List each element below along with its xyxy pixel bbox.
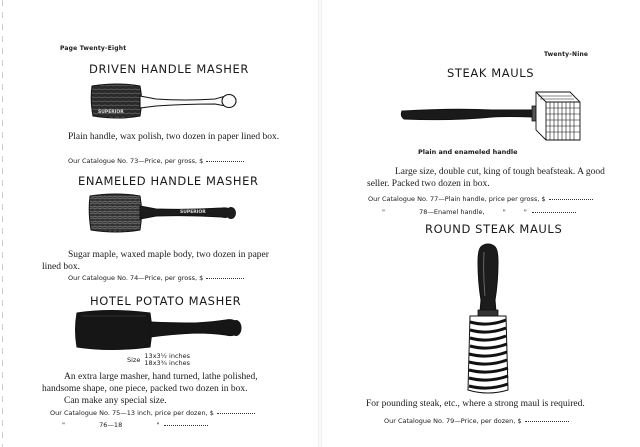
enameled-masher-stamp: SUPERIOR xyxy=(180,210,206,215)
driven-masher-stamp: SUPERIOR xyxy=(98,110,124,115)
round-mauls-description: For pounding steak, etc., where a strong maul is required. xyxy=(366,399,585,409)
hotel-masher-size-2: 18x3¾ inches xyxy=(144,359,191,367)
hotel-masher-catalogue-1: Our Catalogue No. 75—13 inch, price per dozen, $ xyxy=(50,409,255,417)
left-page xyxy=(0,0,318,447)
steak-mauls-caption: Plain and enameled handle xyxy=(418,148,518,156)
steak-mauls-catalogue-2: " 78—Enamel handle, " " xyxy=(382,208,576,216)
left-folio: Page Twenty-Eight xyxy=(60,45,127,52)
enameled-masher-title: ENAMELED HANDLE MASHER xyxy=(78,174,259,188)
hotel-masher-size: Size 13x3½ inches 18x3¾ inches xyxy=(127,352,191,367)
hotel-masher-title: HOTEL POTATO MASHER xyxy=(90,294,242,308)
enameled-masher-catalogue: Our Catalogue No. 74—Price, per gross, $ xyxy=(68,274,244,282)
hotel-masher-special: Can make any special size. xyxy=(64,396,167,406)
round-mauls-title: ROUND STEAK MAULS xyxy=(425,222,563,236)
steak-mauls-title: STEAK MAULS xyxy=(447,66,535,80)
hotel-masher-description: An extra large masher, hand turned, lathe polished, handsome shape, one piece, packed two dozen in box. xyxy=(42,372,258,394)
driven-masher-title: DRIVEN HANDLE MASHER xyxy=(89,62,249,76)
right-page xyxy=(322,0,640,447)
steak-mauls-catalogue-1: Our Catalogue No. 77—Plain handle, price per gross, $ xyxy=(368,195,593,203)
hotel-masher-size-1: 13x3½ inches xyxy=(144,352,191,360)
round-mauls-catalogue: Our Catalogue No. 79—Price, per dozen, $ xyxy=(384,417,569,425)
driven-masher-catalogue: Our Catalogue No. 73—Price, per gross, $ xyxy=(68,157,244,165)
hotel-masher-catalogue-2: " 76—18 " xyxy=(62,421,302,429)
right-folio: Twenty-Nine xyxy=(544,51,589,58)
driven-masher-description: Plain handle, wax polish, two dozen in paper lined box. xyxy=(68,132,280,142)
round-maul-illustration xyxy=(322,0,640,447)
steak-mauls-description: Large size, double cut, king of tough beafsteak. A good seller. Packed two dozen in box. xyxy=(367,167,605,189)
enameled-masher-description: Sugar maple, waxed maple body, two dozen in paper lined box. xyxy=(42,250,269,272)
